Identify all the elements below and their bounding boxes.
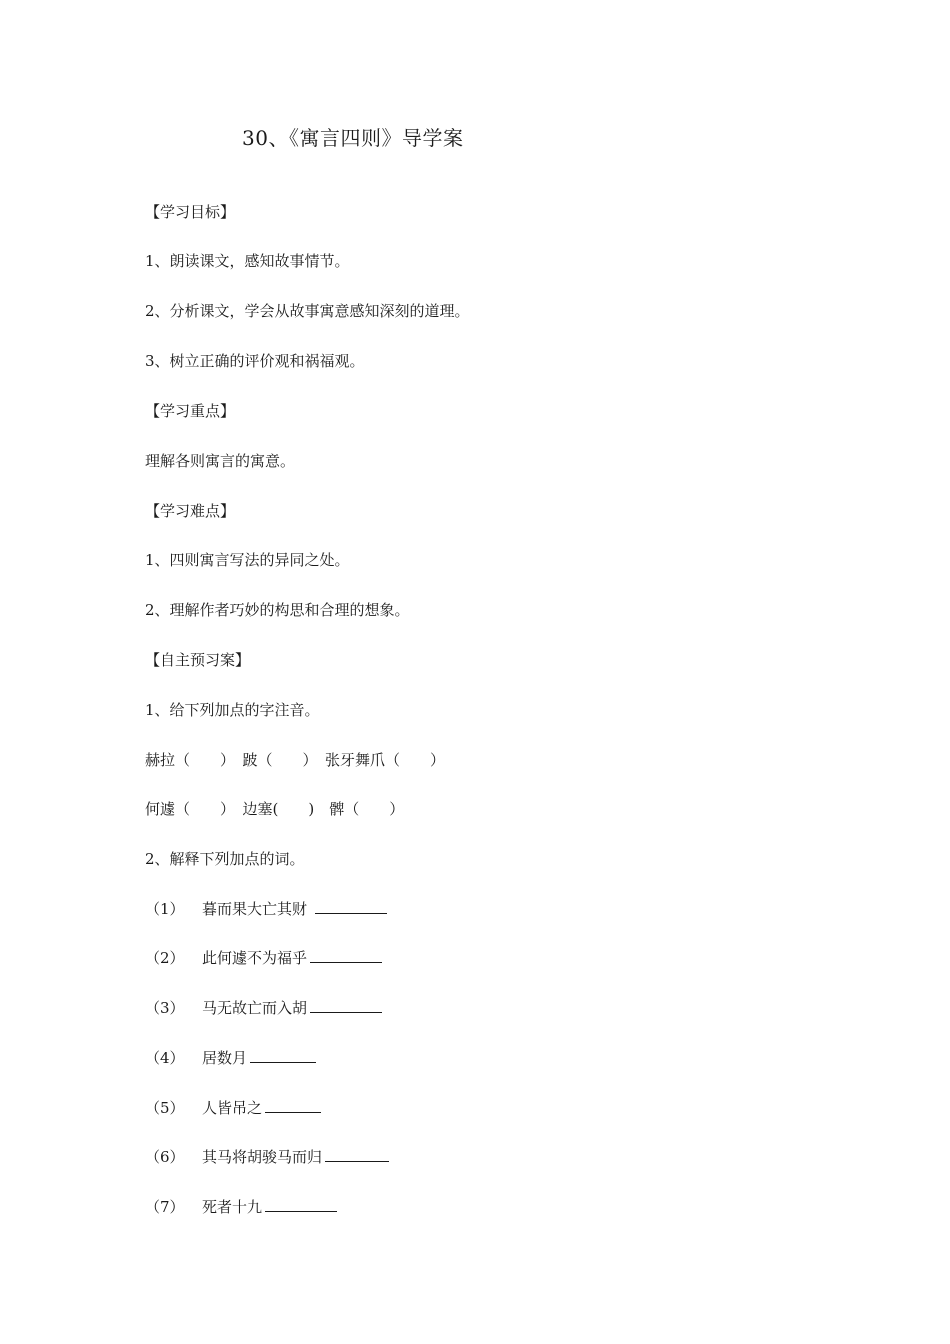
question-2: 2、解释下列加点的词。 bbox=[145, 850, 305, 868]
definition-item bbox=[145, 998, 382, 1018]
answer-blank[interactable] bbox=[265, 1098, 321, 1113]
answer-blank[interactable] bbox=[310, 998, 382, 1013]
goal-item: 3、树立正确的评价观和祸福观。 bbox=[145, 352, 365, 370]
item-number: （4） bbox=[145, 1049, 185, 1067]
item-text: 人皆吊之 bbox=[202, 1099, 263, 1117]
focus-heading: 【学习重点】 bbox=[145, 402, 236, 420]
item-text: 居数月 bbox=[202, 1049, 248, 1067]
pinyin-row-1: 赫拉（ ） 跛（ ） 张牙舞爪（ ） bbox=[145, 751, 446, 769]
answer-blank[interactable] bbox=[325, 1147, 389, 1162]
pinyin-row-2: 何遽（ ） 边塞( ) 髀（ ） bbox=[145, 800, 405, 818]
answer-blank[interactable] bbox=[250, 1048, 316, 1063]
item-text: 死者十九 bbox=[202, 1198, 263, 1216]
definition-item bbox=[145, 1147, 389, 1167]
goal-item: 2、分析课文，学会从故事寓意感知深刻的道理。 bbox=[145, 302, 470, 320]
item-number: （6） bbox=[145, 1148, 185, 1166]
item-number: （2） bbox=[145, 949, 185, 967]
difficulty-heading: 【学习难点】 bbox=[145, 502, 236, 520]
item-text: 此何遽不为福乎 bbox=[202, 949, 308, 967]
answer-blank[interactable] bbox=[315, 899, 387, 914]
item-number: （1） bbox=[145, 900, 185, 918]
definition-item bbox=[145, 1197, 337, 1217]
item-text: 暮而果大亡其财 bbox=[202, 900, 312, 918]
definition-item bbox=[145, 899, 387, 919]
answer-blank[interactable] bbox=[310, 948, 382, 963]
definition-item bbox=[145, 1098, 321, 1118]
item-number: （5） bbox=[145, 1099, 185, 1117]
answer-blank[interactable] bbox=[265, 1197, 337, 1212]
item-number: （3） bbox=[145, 999, 185, 1017]
focus-text: 理解各则寓言的寓意。 bbox=[145, 452, 296, 470]
definition-item bbox=[145, 1048, 316, 1068]
definition-item bbox=[145, 948, 382, 968]
question-1: 1、给下列加点的字注音。 bbox=[145, 701, 320, 719]
difficulty-item: 1、四则寓言写法的异同之处。 bbox=[145, 551, 350, 569]
preview-heading: 【自主预习案】 bbox=[145, 651, 251, 669]
item-number: （7） bbox=[145, 1198, 185, 1216]
document-title: 30、《寓言四则》导学案 bbox=[242, 126, 464, 150]
item-text: 马无故亡而入胡 bbox=[202, 999, 308, 1017]
goal-item: 1、朗读课文，感知故事情节。 bbox=[145, 252, 350, 270]
difficulty-item: 2、理解作者巧妙的构思和合理的想象。 bbox=[145, 601, 410, 619]
item-text: 其马将胡骏马而归 bbox=[202, 1148, 323, 1166]
goals-heading: 【学习目标】 bbox=[145, 203, 236, 221]
